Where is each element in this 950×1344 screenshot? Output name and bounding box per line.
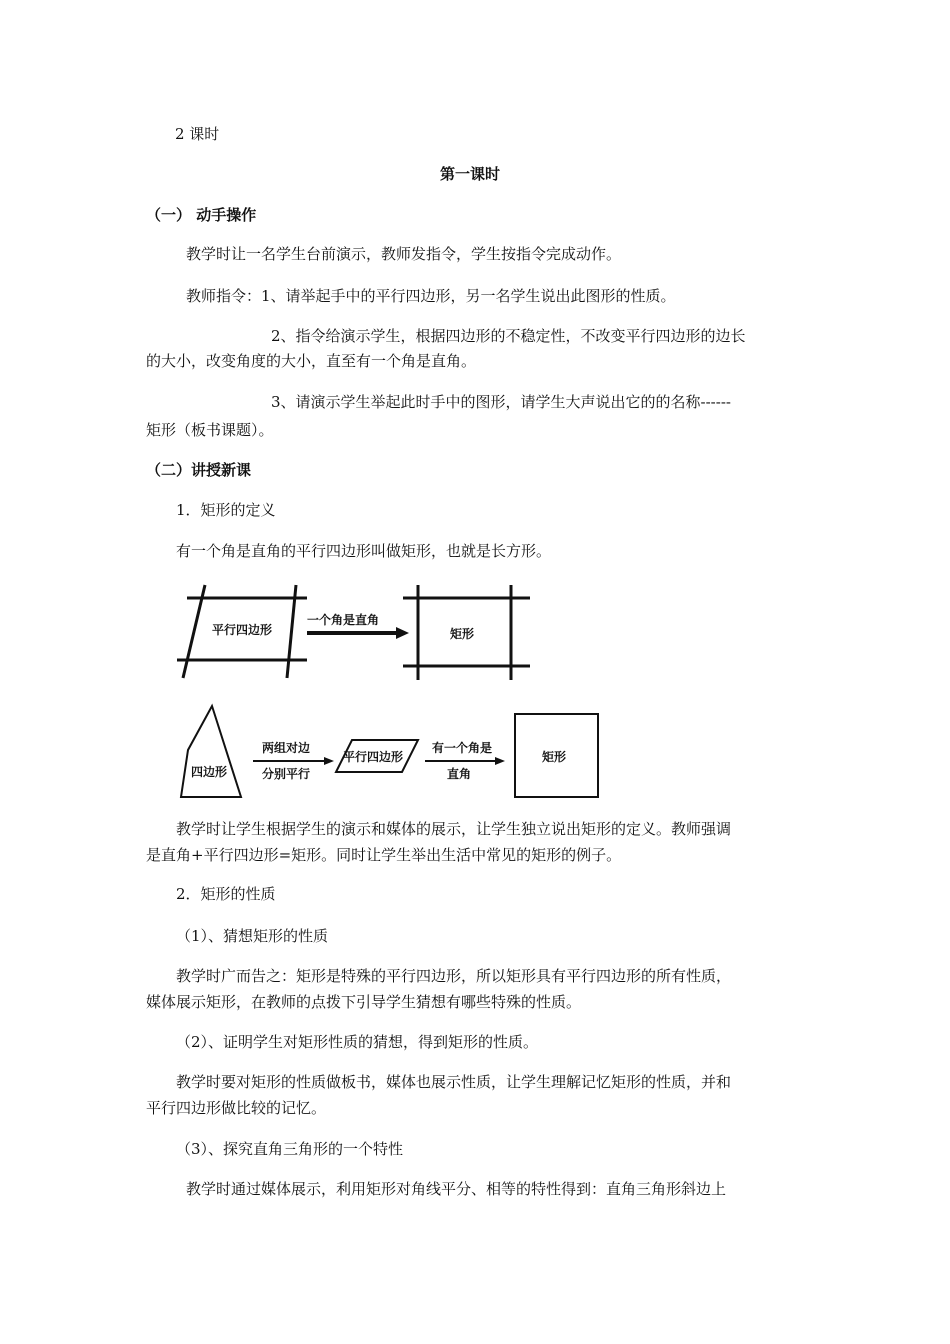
- arrow2-head: [495, 757, 505, 765]
- arrow-label-right-angle: 一个角是直角: [307, 613, 380, 627]
- paragraph: 是直角+平行四边形=矩形。同时让学生举出生活中常见的矩形的例子。: [146, 846, 622, 864]
- paragraph: 3、请演示学生举起此时手中的图形，请学生大声说出它的的名称------: [271, 393, 731, 411]
- paragraph: 教学时让一名学生台前演示，教师发指令，学生按指令完成动作。: [186, 245, 622, 263]
- lesson-count: 2 课时: [175, 125, 220, 143]
- part1-heading: （一） 动手操作: [146, 206, 257, 224]
- paragraph: 2、指令给演示学生，根据四边形的不稳定性，不改变平行四边形的边长: [271, 327, 746, 345]
- quadrilateral-label: 四边形: [191, 765, 228, 779]
- arrow1-label-top: 两组对边: [262, 741, 311, 755]
- parallelogram-label: 平行四边形: [212, 623, 273, 637]
- arrow2-label-top: 有一个角是: [432, 741, 493, 755]
- paragraph: 教师指令：1、请举起手中的平行四边形，另一名学生说出此图形的性质。: [186, 287, 676, 305]
- paragraph: 媒体展示矩形，在教师的点拨下引导学生猜想有哪些特殊的性质。: [146, 993, 582, 1011]
- quadrilateral-shape: [181, 706, 241, 797]
- paragraph: 教学时通过媒体展示，利用矩形对角线平分、相等的特性得到：直角三角形斜边上: [186, 1180, 727, 1198]
- arrow-head: [396, 627, 409, 639]
- rectangle-small-label: 矩形: [542, 750, 567, 764]
- arrow2-label-bottom: 直角: [447, 767, 472, 781]
- paragraph: 教学时让学生根据学生的演示和媒体的展示，让学生独立说出矩形的定义。教师强调: [176, 820, 732, 838]
- part2-heading: （二）讲授新课: [146, 461, 252, 479]
- paragraph: 平行四边形做比较的记忆。: [146, 1099, 327, 1117]
- definition: 有一个角是直角的平行四边形叫做矩形，也就是长方形。: [176, 542, 552, 560]
- rectangle-label: 矩形: [450, 627, 475, 641]
- subsection-title: （1）、猜想矩形的性质: [176, 927, 329, 945]
- paragraph: 矩形（板书课题）。: [146, 421, 274, 439]
- subsection-title: （2）、证明学生对矩形性质的猜想，得到矩形的性质。: [176, 1033, 539, 1051]
- paragraph: 教学时要对矩形的性质做板书，媒体也展示性质，让学生理解记忆矩形的性质，并和: [176, 1073, 732, 1091]
- section-title: 第一课时: [440, 165, 501, 183]
- paragraph: 的大小，改变角度的大小，直至有一个角是直角。: [146, 352, 477, 370]
- arrow1-label-bottom: 分别平行: [262, 767, 311, 781]
- paragraph: 教学时广而告之：矩形是特殊的平行四边形，所以矩形具有平行四边形的所有性质，: [176, 967, 732, 985]
- subsection-title: （3）、探究直角三角形的一个特性: [176, 1140, 404, 1158]
- subsection-title: 2．矩形的性质: [176, 885, 276, 903]
- arrow1-head: [324, 757, 334, 765]
- subsection-title: 1．矩形的定义: [176, 501, 276, 519]
- parallelogram-small-label: 平行四边形: [343, 750, 404, 764]
